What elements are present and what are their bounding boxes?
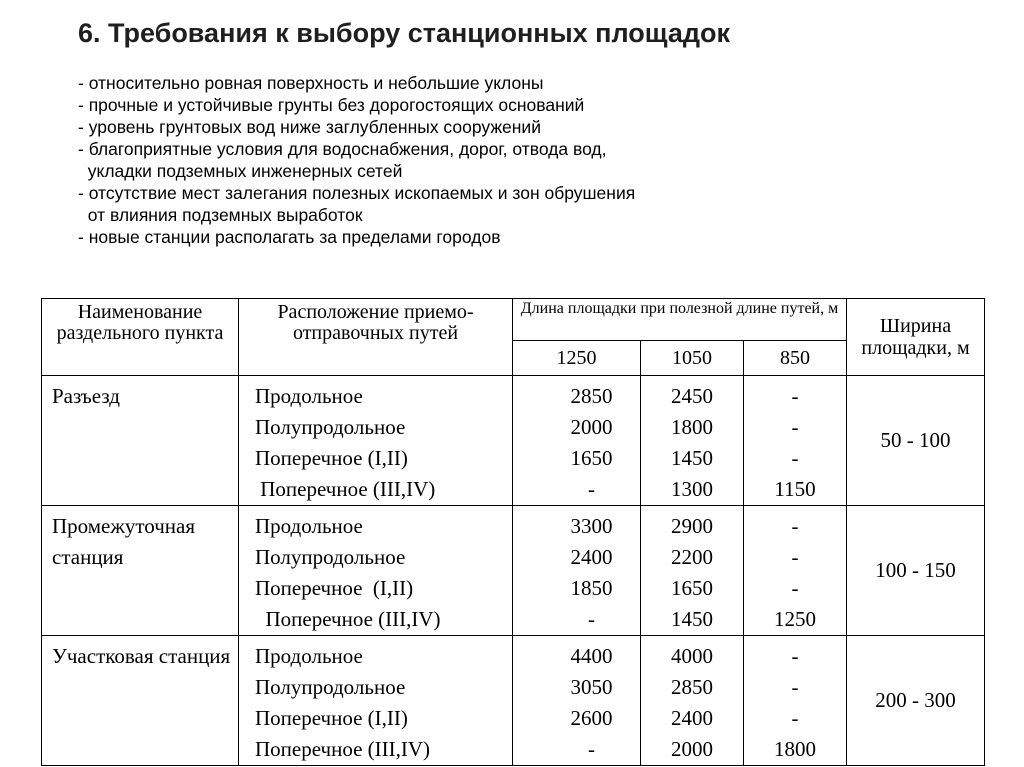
location-list <box>239 376 513 506</box>
site-width-value: 50 - 100 <box>847 376 985 506</box>
requirements-list <box>78 72 635 248</box>
header-length-1050: 1050 <box>641 341 744 376</box>
length-850-list <box>744 376 847 506</box>
value-cell: - <box>791 706 799 730</box>
value-cell: - <box>791 644 799 668</box>
requirement-item: от влияния подземных выработок <box>78 205 363 225</box>
site-width-value: 100 - 150 <box>847 506 985 636</box>
location-cell: Поперечное (I,II) <box>255 446 408 470</box>
value-cell: 1850 <box>570 576 613 600</box>
value-cell: 1250 <box>774 607 816 631</box>
value-cell: 1150 <box>774 477 816 501</box>
value-cell: 2200 <box>671 545 713 569</box>
value-cell: 2400 <box>671 706 713 730</box>
value-cell: 2000 <box>570 415 613 439</box>
length-1050-list <box>641 506 744 636</box>
location-cell: Продольное <box>255 514 363 538</box>
header-width: Ширина площадки, м <box>847 299 985 376</box>
value-cell: 1450 <box>671 607 713 631</box>
value-cell: - <box>791 576 799 600</box>
header-location: Расположение приемо-отправочных путей <box>239 299 513 376</box>
value-cell: - <box>791 415 799 439</box>
value-cell: 2000 <box>671 737 713 761</box>
location-list <box>239 506 513 636</box>
length-1250-list <box>513 376 641 506</box>
length-1050-list <box>641 636 744 766</box>
location-cell: Поперечное (III,IV) <box>255 477 436 501</box>
slide-title: 6. Требования к выбору станционных площадок <box>78 18 731 48</box>
value-cell: - <box>791 446 799 470</box>
header-length-850: 850 <box>744 341 847 376</box>
requirement-item: - уровень грунтовых вод ниже заглубленных сооружений <box>78 117 541 137</box>
station-type-name: Участковая станция <box>42 636 239 766</box>
value-cell: 2850 <box>570 384 613 408</box>
value-cell: - <box>588 607 595 631</box>
value-cell: 1450 <box>671 446 713 470</box>
site-width-value: 200 - 300 <box>847 636 985 766</box>
length-850-list <box>744 636 847 766</box>
value-cell: 1650 <box>671 576 713 600</box>
value-cell: 2450 <box>671 384 713 408</box>
value-cell: 2900 <box>671 514 713 538</box>
length-1250-list <box>513 506 641 636</box>
location-cell: Продольное <box>255 384 363 408</box>
location-cell: Поперечное (III,IV) <box>255 607 441 631</box>
value-cell: 3300 <box>570 514 613 538</box>
length-1050-list <box>641 376 744 506</box>
location-cell: Полупродольное <box>255 415 406 439</box>
value-cell: 1800 <box>671 415 713 439</box>
value-cell: 3050 <box>570 675 613 699</box>
requirement-item: - новые станции располагать за пределами городов <box>78 227 501 247</box>
location-cell: Поперечное (I,II) <box>255 706 408 730</box>
length-1250-list <box>513 636 641 766</box>
station-site-table <box>41 298 985 766</box>
location-list <box>239 636 513 766</box>
location-cell: Поперечное (I,II) <box>255 576 414 600</box>
value-cell: 1800 <box>774 737 816 761</box>
requirement-item: - относительно ровная поверхность и небольшие уклоны <box>78 73 544 93</box>
value-cell: 1650 <box>570 446 613 470</box>
value-cell: - <box>588 737 595 761</box>
requirement-item: - отсутствие мест залегания полезных ископаемых и зон обрушения <box>78 183 636 203</box>
value-cell: 1300 <box>671 477 713 501</box>
header-name: Наименование раздельного пункта <box>42 299 239 376</box>
value-cell: 2400 <box>570 545 613 569</box>
header-length-1250: 1250 <box>513 341 641 376</box>
value-cell: - <box>791 514 799 538</box>
value-cell: 4000 <box>671 644 713 668</box>
location-cell: Продольное <box>255 644 363 668</box>
table-row-group <box>42 636 985 766</box>
value-cell: - <box>791 384 799 408</box>
value-cell: 2600 <box>570 706 613 730</box>
value-cell: - <box>791 545 799 569</box>
station-type-name: Промежуточная станция <box>42 506 239 636</box>
length-850-list <box>744 506 847 636</box>
station-type-name: Разъезд <box>42 376 239 506</box>
value-cell: 2850 <box>671 675 713 699</box>
location-cell: Полупродольное <box>255 675 406 699</box>
requirement-item: - прочные и устойчивые грунты без дорогостоящих оснований <box>78 95 585 115</box>
table-row-group <box>42 506 985 636</box>
requirement-item: укладки подземных инженерных сетей <box>78 161 403 181</box>
location-cell: Поперечное (III,IV) <box>255 737 431 761</box>
requirement-item: - благоприятные условия для водоснабжения, дорог, отвода вод, <box>78 139 607 159</box>
header-length: Длина площадки при полезной длине путей, м <box>513 299 847 341</box>
value-cell: - <box>791 675 799 699</box>
value-cell: - <box>588 477 595 501</box>
table-row-group <box>42 376 985 506</box>
location-cell: Полупродольное <box>255 545 406 569</box>
value-cell: 4400 <box>570 644 613 668</box>
